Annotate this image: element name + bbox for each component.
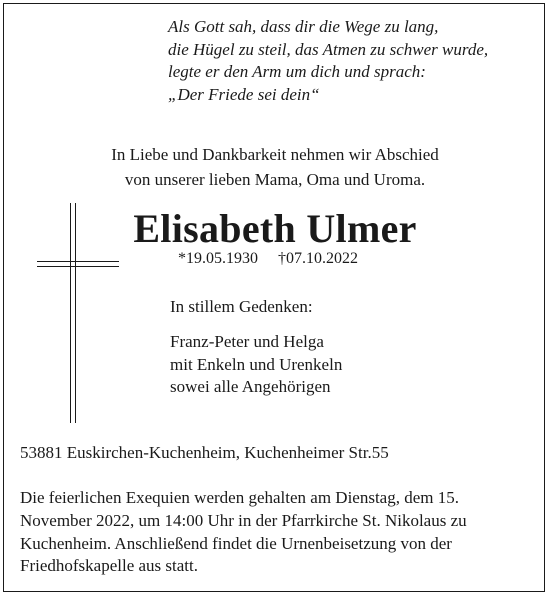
notice-line: Friedhofskapelle aus statt. [20,556,198,576]
intro-line: In Liebe und Dankbarkeit nehmen wir Abschied [111,145,439,164]
poem [168,16,488,106]
notice-line: Kuchenheim. Anschließend findet die Urnenbeisetzung von der [20,533,452,553]
poem-line: legte er den Arm um dich und sprach: [168,62,426,81]
mourners-list [170,331,342,399]
farewell-intro [0,142,550,192]
notice-line: Die feierlichen Exequien werden gehalten am Dienstag, dem 15. [20,488,459,507]
poem-line: die Hügel zu steil, das Atmen zu schwer wurde, [168,39,489,59]
mourner-line: mit Enkeln und Urenkeln [170,354,343,374]
funeral-notice [20,487,500,578]
birth-date: *19.05.1930 [178,250,258,267]
mourner-line: sowei alle Angehörigen [170,377,331,396]
notice-line: November 2022, um 14:00 Uhr in der Pfarrkirche St. Nikolaus zu [20,510,467,530]
cross-junction [72,263,75,266]
family-address: 53881 Euskirchen-Kuchenheim, Kuchenheimer Str.55 [20,443,389,462]
mourner-line: Franz-Peter und Helga [170,332,324,351]
intro-line: von unserer lieben Mama, Oma und Uroma. [124,170,426,189]
poem-line: „Der Friede sei dein“ [168,84,320,104]
memoriam-heading: In stillem Gedenken: [170,297,313,316]
cross-horizontal-beam [37,261,119,267]
death-date: †07.10.2022 [278,250,358,267]
life-dates [178,249,358,269]
poem-line: Als Gott sah, dass dir die Wege zu lang, [168,17,439,36]
deceased-name: Elisabeth Ulmer [133,206,417,251]
